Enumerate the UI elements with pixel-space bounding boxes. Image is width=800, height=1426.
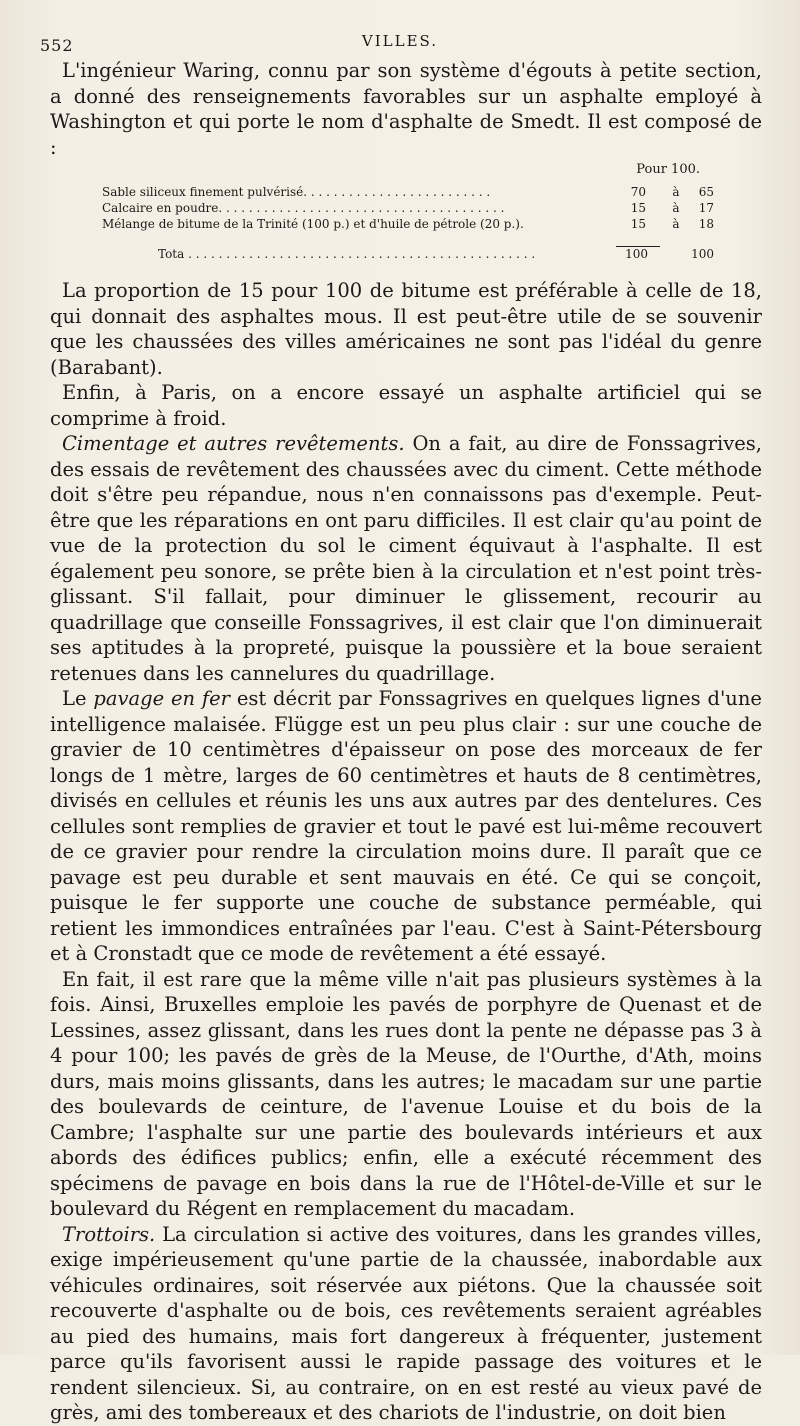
paragraph-pavage-fer	[50, 686, 762, 967]
table-row-separator: à	[672, 217, 680, 231]
paragraph-bitumen-proportion: La proportion de 15 pour 100 de bitume est préférable à celle de 18, qui donnait des asphaltes mous. Il est peut-être utile de se souvenir que les chaussées des villes américaines ne sont pas l'idéal du genre (Barabant).	[50, 279, 762, 379]
table-row-value-max: 17	[698, 201, 714, 215]
paragraph-trottoirs-body: La circulation si active des voitures, dans les grandes villes, exige impérieusement qu'une partie de la chaussée, inabordable aux véhicules ordinaires, soit réservée aux piétons. Que la chaussée soit recouverte d'asphalte ou de bois, ces revêtements seraient agréables au pied des humains, mais fort dangereux à fréquenter, justement parce qu'ils favorisent aussi le rapide passage des voitures et le rendent silencieux. Si, au contraire, on en est resté au vieux pavé de grès, ami des tombereaux et des chariots de l'industrie, on doit bien	[50, 1222, 762, 1424]
paragraph-pavage-fer-body: est décrit par Fonssagrives en quelques lignes d'une intelligence malaisée. Flügge est un peu plus clair : sur une couche de gravier de 10 centimètres d'épaisseur on pose des morceaux de fer longs de 1 mètre, larges de 60 centimètres et hauts de 8 centimètres, divisés en cellules et réunis les uns aux autres par des dentelures. Ces cellules sont remplies de gravier et tout le pavé est lui-même recouvert de ce gravier pour rendre la circulation moins dure. Il paraît que ce pavage est peu durable et sent mauvais en été. Ce qui se conçoit, puisque le fer supporte une couche de substance perméable, qui retient les immondices entraînées par l'eau. C'est à Saint-Pétersbourg et à Cronstadt que ce mode de revêtement a été essayé.	[50, 687, 762, 965]
table-row-value-max: 65	[698, 185, 714, 199]
composition-table	[50, 162, 762, 266]
table-row-value-max: 18	[698, 217, 714, 231]
table-row-value-min: 70	[630, 185, 646, 199]
table-row-value-min: 15	[630, 217, 646, 231]
section-title-pavage-fer: pavage en fer	[93, 687, 230, 710]
table-row	[50, 200, 762, 216]
table-total-value-max: 100	[691, 247, 714, 261]
page-number: 552	[40, 36, 74, 55]
paragraph-paris-asphalt: Enfin, à Paris, on a encore essayé un asphalte artificiel qui se comprime à froid.	[50, 381, 762, 430]
table-row-label: Mélange de bitume de la Trinité (100 p.) et d'huile de pétrole (20 p.).	[102, 217, 524, 231]
table-column-header: Pour 100.	[636, 162, 700, 177]
table-row-label: Sable siliceux finement pulvérisé. . . . . . . . . . . . . . . . . . . . . . . . .	[102, 185, 491, 199]
section-title-cimentage: Cimentage et autres revêtements.	[62, 432, 405, 455]
paragraph-bruxelles: En fait, il est rare que la même ville n'ait pas plusieurs systèmes à la fois. Ainsi, Bruxelles emploie les pavés de porphyre de Quenast et de Lessines, assez glissant, dans les rues dont la pente ne dépasse pas 3 à 4 pour 100; les pavés de grès de la Meuse, de l'Ourthe, d'Ath, moins durs, mais moins glissants, dans les autres; le macadam sur une partie des boulevards de ceinture, de l'avenue Louise et du bois de la Cambre; l'asphalte sur une partie des boulevards intérieurs et aux abords des édifices publics; enfin, elle a exécuté récemment des spécimens de pavage en bois dans la rue de l'Hôtel-de-Ville et sur le boulevard du Régent en remplacement du macadam.	[50, 967, 762, 1220]
paragraph-trottoirs	[50, 1222, 762, 1426]
table-row-value-min: 15	[630, 201, 646, 215]
table-row-label: Calcaire en poudre. . . . . . . . . . . . . . . . . . . . . . . . . . . . . . . . . . . . . .	[102, 201, 505, 215]
table-total-value-min: 100	[625, 247, 648, 261]
body-text	[50, 58, 762, 1426]
table-row-separator: à	[672, 185, 680, 199]
table-row-separator: à	[672, 201, 680, 215]
section-title-trottoirs: Trottoirs.	[62, 1222, 156, 1246]
table-row	[50, 216, 762, 232]
paragraph-cimentage-body: On a fait, au dire de Fonssagrives, des essais de revêtement des chaussées avec du ciment. Cette méthode doit s'être peu répandue, nous n'en connaissons pas d'exemple. Peut-être que les réparations en ont paru difficiles. Il est clair qu'au point de vue de la protection du sol le ciment équivaut à l'asphalte. Il est également peu sonore, se prête bien à la circulation et n'est point très-glissant. S'il fallait, pour diminuer le glissement, recourir au quadrillage que conseille Fonssagrives, il est clair que l'on diminuerait ses aptitudes à la propreté, puisque la poussière et la boue seraient retenues dans les cannelures du quadrillage.	[50, 432, 762, 685]
running-head: VILLES.	[361, 32, 439, 50]
intro-paragraph: L'ingénieur Waring, connu par son système d'égouts à petite section, a donné des renseignements favorables sur un asphalte employé à Washington et qui porte le nom d'asphalte de Smedt. Il est composé de :	[50, 59, 762, 159]
paragraph-cimentage	[50, 431, 762, 686]
paragraph-pavage-fer-start: Le	[62, 687, 94, 710]
table-row	[50, 184, 762, 200]
table-total-label: Tota . . . . . . . . . . . . . . . . . . . . . . . . . . . . . . . . . . . . . . . . . . . . . .	[158, 247, 536, 261]
table-total-row	[50, 246, 762, 266]
page-header	[40, 32, 760, 56]
